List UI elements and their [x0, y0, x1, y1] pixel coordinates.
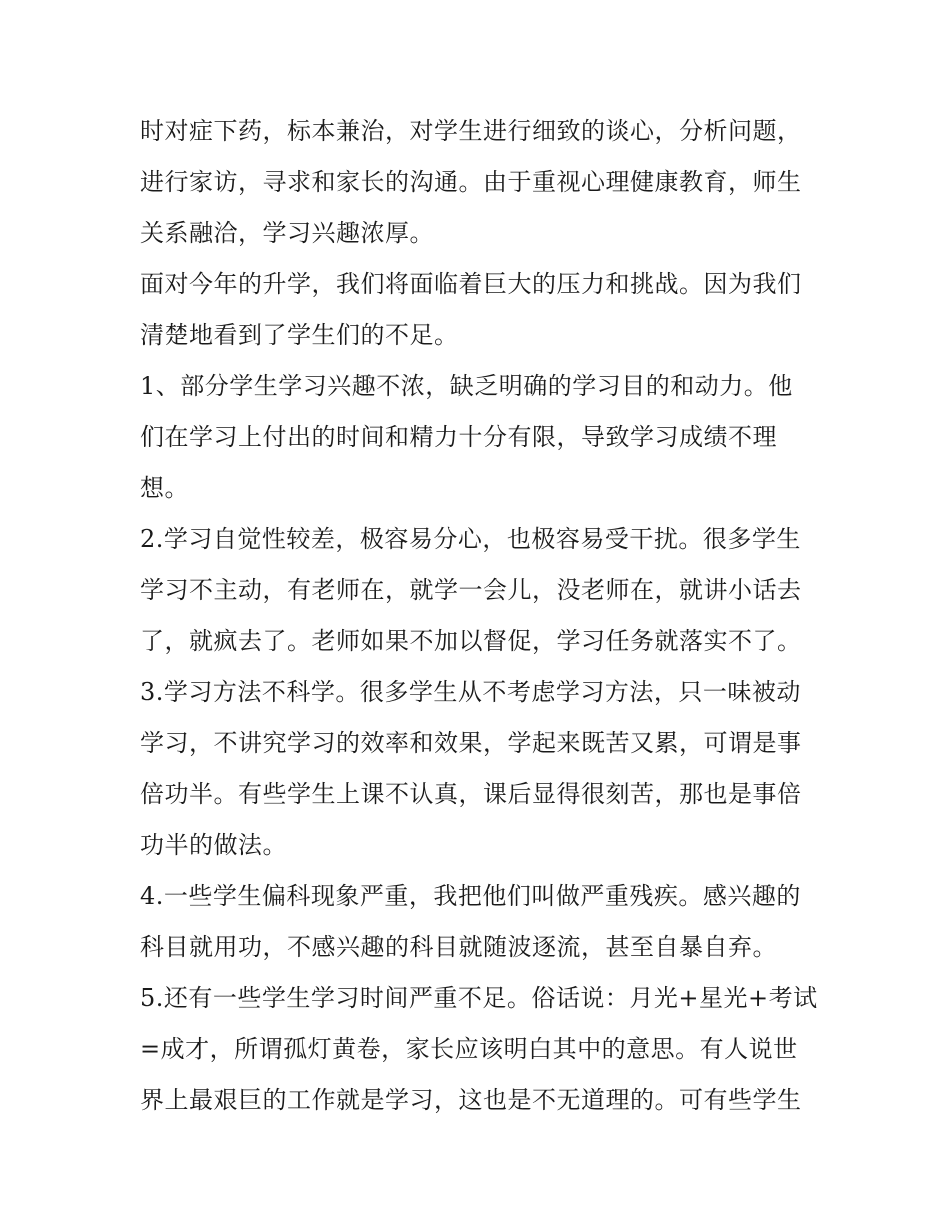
text-line: 界上最艰巨的工作就是学习，这也是不无道理的。可有些学生 — [140, 1086, 802, 1114]
text-line: =成才，所谓孤灯黄卷，家长应该明白其中的意思。有人说世 — [140, 1035, 798, 1063]
text-line: 学习不主动，有老师在，就学一会儿，没老师在，就讲小话去 — [140, 576, 802, 604]
text-line: 科目就用功，不感兴趣的科目就随波逐流，甚至自暴自弃。 — [140, 933, 777, 961]
text-line: 想。 — [140, 474, 189, 502]
text-line: 1、部分学生学习兴趣不浓，缺乏明确的学习目的和动力。他 — [140, 372, 793, 400]
text-line: 5.还有一些学生学习时间严重不足。俗话说：月光+星光+考试 — [140, 984, 818, 1012]
text-line: 们在学习上付出的时间和精力十分有限，导致学习成绩不理 — [140, 423, 777, 451]
text-line: 面对今年的升学，我们将面临着巨大的压力和挑战。因为我们 — [140, 270, 802, 298]
text-line: 4.一些学生偏科现象严重，我把他们叫做严重残疾。感兴趣的 — [140, 882, 801, 910]
text-line: 倍功半。有些学生上课不认真，课后显得很刻苦，那也是事倍 — [140, 780, 802, 808]
text-line: 时对症下药，标本兼治，对学生进行细致的谈心，分析问题， — [140, 117, 802, 145]
text-line: 学习，不讲究学习的效率和效果，学起来既苦又累，可谓是事 — [140, 729, 802, 757]
text-line: 了，就疯去了。老师如果不加以督促，学习任务就落实不了。 — [140, 627, 802, 655]
text-line: 进行家访，寻求和家长的沟通。由于重视心理健康教育，师生 — [140, 168, 802, 196]
document-body — [140, 106, 820, 1126]
text-line: 功半的做法。 — [140, 831, 287, 859]
text-line: 2.学习自觉性较差，极容易分心，也极容易受干扰。很多学生 — [140, 525, 801, 553]
text-line: 清楚地看到了学生们的不足。 — [140, 321, 459, 349]
text-line: 3.学习方法不科学。很多学生从不考虑学习方法，只一味被动 — [140, 678, 801, 706]
text-line: 关系融洽，学习兴趣浓厚。 — [140, 219, 434, 247]
